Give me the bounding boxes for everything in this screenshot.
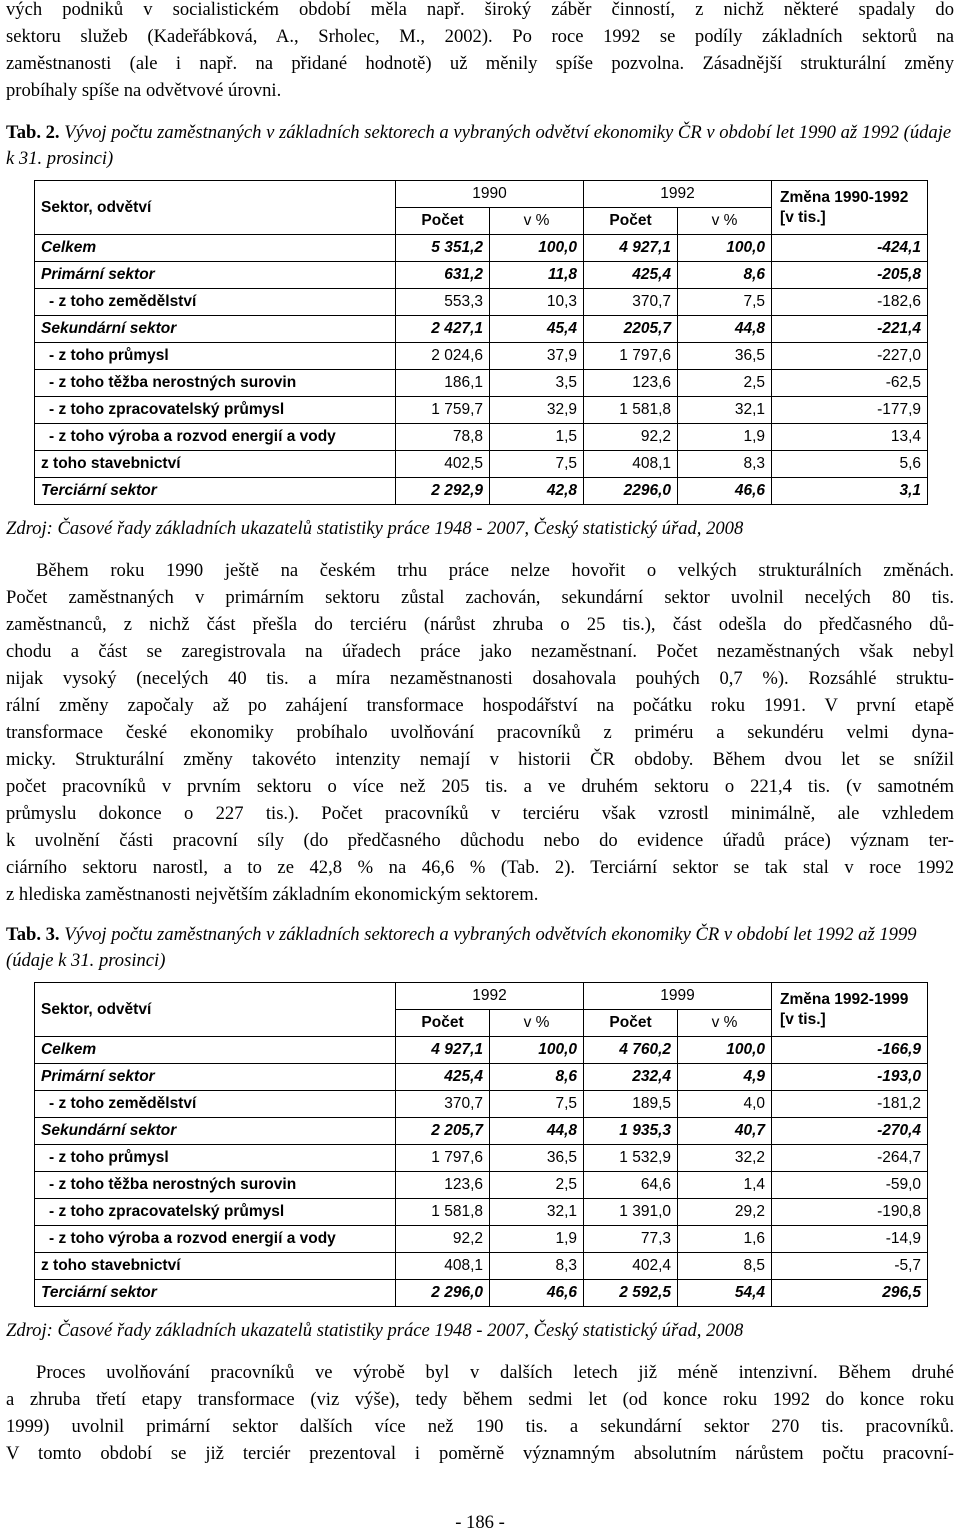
intro-line: zaměstnanosti (ale i např. na přidané hodnotě) už měnily spíše pozvolna. Zásadnější strukturální změny — [6, 53, 954, 74]
row-label: Terciární sektor — [35, 1280, 396, 1307]
row-value: 1,5 — [490, 424, 584, 451]
table2-header-count: Počet — [584, 208, 678, 235]
paragraph-line: nijak vysoký (necelých 40 tis. a míra nezaměstnanosti dosahovala pouhých 0,7 %). Rozsáhlé struktu- — [6, 668, 954, 689]
row-label: - z toho průmysl — [35, 343, 396, 370]
table-row — [35, 397, 928, 424]
row-value: -264,7 — [772, 1145, 928, 1172]
row-value: 1,9 — [678, 424, 772, 451]
row-value: 2,5 — [678, 370, 772, 397]
row-value: 44,8 — [678, 316, 772, 343]
table2-header-change: Změna 1990-1992 [v tis.] — [772, 181, 928, 235]
row-value: 186,1 — [396, 370, 490, 397]
row-value: 1 391,0 — [584, 1199, 678, 1226]
row-label: Primární sektor — [35, 1064, 396, 1091]
row-value: 3,5 — [490, 370, 584, 397]
table-row — [35, 424, 928, 451]
row-label: z toho stavebnictví — [35, 1253, 396, 1280]
paragraph-line: 1999) uvolnil primární sektor dalších více než 190 tis. a sekundární sektor 270 tis. pracovníků. — [6, 1416, 954, 1437]
row-value: 123,6 — [584, 370, 678, 397]
row-label: - z toho těžba nerostných surovin — [35, 370, 396, 397]
row-value: -177,9 — [772, 397, 928, 424]
table-row — [35, 1226, 928, 1253]
row-value: 631,2 — [396, 262, 490, 289]
paragraph-line: micky. Strukturální změny takovéto intenzity nemají v historii ČR obdoby. Během dvou let se snížil — [6, 749, 954, 770]
row-value: 1 581,8 — [584, 397, 678, 424]
table3-header-count: Počet — [584, 1010, 678, 1037]
row-label: z toho stavebnictví — [35, 451, 396, 478]
row-value: 402,4 — [584, 1253, 678, 1280]
table-row — [35, 1199, 928, 1226]
row-label: Celkem — [35, 235, 396, 262]
row-value: 1,6 — [678, 1226, 772, 1253]
row-value: 408,1 — [584, 451, 678, 478]
table2-header-sector: Sektor, odvětví — [35, 181, 396, 235]
row-value: 2205,7 — [584, 316, 678, 343]
row-value: 13,4 — [772, 424, 928, 451]
row-value: -270,4 — [772, 1118, 928, 1145]
row-value: 92,2 — [396, 1226, 490, 1253]
row-value: 2 292,9 — [396, 478, 490, 505]
intro-line: vých podniků v socialistickém období měla např. široký záběr činností, z nichž některé spadaly do — [6, 0, 954, 20]
row-value: 425,4 — [396, 1064, 490, 1091]
paragraph-line: Počet zaměstnaných v primárním sektoru zůstal zachován, sekundární sektor uvolnil necelých 80 tis. — [6, 587, 954, 608]
row-value: 11,8 — [490, 262, 584, 289]
table3-header-change: Změna 1992-1999 [v tis.] — [772, 983, 928, 1037]
row-value: 8,6 — [490, 1064, 584, 1091]
row-value: 8,3 — [678, 451, 772, 478]
paragraph-line: počet pracovníků v prvním sektoru o více než 205 tis. a ve druhém sektoru o 221,4 tis. (v samotném — [6, 776, 954, 797]
paragraph-line: rální změny započaly až po zahájení transformace hospodářství na počátku roku 1991. V první etapě — [6, 695, 954, 716]
row-label: - z toho těžba nerostných surovin — [35, 1172, 396, 1199]
table-row — [35, 343, 928, 370]
table3-header-count: Počet — [396, 1010, 490, 1037]
row-value: 46,6 — [678, 478, 772, 505]
row-value: 44,8 — [490, 1118, 584, 1145]
row-value: 37,9 — [490, 343, 584, 370]
row-value: -166,9 — [772, 1037, 928, 1064]
row-value: 8,6 — [678, 262, 772, 289]
row-value: 42,8 — [490, 478, 584, 505]
row-value: 296,5 — [772, 1280, 928, 1307]
row-value: 4 927,1 — [584, 235, 678, 262]
row-value: 36,5 — [490, 1145, 584, 1172]
row-value: 1 797,6 — [584, 343, 678, 370]
row-value: 32,1 — [678, 397, 772, 424]
row-value: 7,5 — [490, 451, 584, 478]
table2-header-pct: v % — [490, 208, 584, 235]
row-value: 100,0 — [490, 235, 584, 262]
row-value: 32,2 — [678, 1145, 772, 1172]
table-row — [35, 478, 928, 505]
row-value: -14,9 — [772, 1226, 928, 1253]
table2-header-year2: 1992 — [584, 181, 772, 208]
table-row — [35, 289, 928, 316]
table-row — [35, 1064, 928, 1091]
row-value: -193,0 — [772, 1064, 928, 1091]
row-value: 3,1 — [772, 478, 928, 505]
row-value: 1 797,6 — [396, 1145, 490, 1172]
paragraph-line: ciárního sektoru narostl, a to ze 42,8 % na 46,6 % (Tab. 2). Terciární sektor se tak stal v roce 1992 — [6, 857, 954, 878]
row-value: 54,4 — [678, 1280, 772, 1307]
row-label: Sekundární sektor — [35, 1118, 396, 1145]
intro-line: probíhaly spíše na odvětvové úrovni. — [6, 80, 282, 101]
row-value: 8,3 — [490, 1253, 584, 1280]
row-value: 553,3 — [396, 289, 490, 316]
row-value: 189,5 — [584, 1091, 678, 1118]
row-value: 46,6 — [490, 1280, 584, 1307]
table3-caption — [6, 922, 954, 974]
table2-caption — [6, 120, 954, 172]
row-label: - z toho zemědělství — [35, 289, 396, 316]
table-row — [35, 235, 928, 262]
row-value: 2 427,1 — [396, 316, 490, 343]
row-value: 4,9 — [678, 1064, 772, 1091]
table3-header-year1: 1992 — [396, 983, 584, 1010]
row-value: 8,5 — [678, 1253, 772, 1280]
row-label: - z toho zpracovatelský průmysl — [35, 1199, 396, 1226]
table2 — [34, 180, 928, 505]
table-row — [35, 262, 928, 289]
row-value: 370,7 — [584, 289, 678, 316]
paragraph-line: zaměstnanců, z nichž část přešla do terciéru (nárůst zhruba o 25 tis.), část odešla do předčasného dů- — [6, 614, 954, 635]
row-value: 232,4 — [584, 1064, 678, 1091]
table2-header-year1: 1990 — [396, 181, 584, 208]
row-value: 5 351,2 — [396, 235, 490, 262]
row-value: 10,3 — [490, 289, 584, 316]
row-value: 77,3 — [584, 1226, 678, 1253]
table3-source: Zdroj: Časové řady základních ukazatelů statistiky práce 1948 - 2007, Český statistický úřad, 2008 — [6, 1320, 744, 1341]
row-value: 100,0 — [678, 235, 772, 262]
row-value: 45,4 — [490, 316, 584, 343]
row-value: -181,2 — [772, 1091, 928, 1118]
paragraph-line: k uvolnění části pracovní síly (do předčasného důchodu nebo do evidence úřadů práce) význam ter- — [6, 830, 954, 851]
table3-header-pct: v % — [678, 1010, 772, 1037]
row-value: 7,5 — [678, 289, 772, 316]
row-value: 4,0 — [678, 1091, 772, 1118]
table2-source: Zdroj: Časové řady základních ukazatelů statistiky práce 1948 - 2007, Český statistický úřad, 2008 — [6, 518, 744, 539]
row-value: 4 760,2 — [584, 1037, 678, 1064]
row-value: -227,0 — [772, 343, 928, 370]
table-row — [35, 451, 928, 478]
row-value: 2 296,0 — [396, 1280, 490, 1307]
paragraph-line: Během roku 1990 ještě na českém trhu práce nelze hovořit o velkých strukturálních změnách. — [36, 560, 954, 581]
table-row — [35, 316, 928, 343]
row-value: -5,7 — [772, 1253, 928, 1280]
row-label: Terciární sektor — [35, 478, 396, 505]
table3-label: Tab. 3. — [6, 924, 60, 945]
table3 — [34, 982, 928, 1307]
row-value: 2,5 — [490, 1172, 584, 1199]
paragraph-line: transformace české ekonomiky probíhalo uvolňování pracovníků z priméru a sekundéru velmi dyna- — [6, 722, 954, 743]
table2-header-count: Počet — [396, 208, 490, 235]
row-value: 64,6 — [584, 1172, 678, 1199]
row-value: -205,8 — [772, 262, 928, 289]
row-value: -424,1 — [772, 235, 928, 262]
row-label: Celkem — [35, 1037, 396, 1064]
row-value: 78,8 — [396, 424, 490, 451]
row-value: 123,6 — [396, 1172, 490, 1199]
row-value: 1 532,9 — [584, 1145, 678, 1172]
row-value: 2 592,5 — [584, 1280, 678, 1307]
row-label: - z toho zpracovatelský průmysl — [35, 397, 396, 424]
paragraph-line: průmyslu dokonce o 227 tis.). Počet pracovníků v terciéru však vzrostl minimálně, ale vzhledem — [6, 803, 954, 824]
row-value: 1 759,7 — [396, 397, 490, 424]
table3-header-sector: Sektor, odvětví — [35, 983, 396, 1037]
row-label: - z toho průmysl — [35, 1145, 396, 1172]
row-value: 7,5 — [490, 1091, 584, 1118]
row-value: 36,5 — [678, 343, 772, 370]
paragraph-line: Proces uvolňování pracovníků ve výrobě byl v dalších letech již méně intenzivní. Během druhé — [36, 1362, 954, 1383]
table2-caption-text: Vývoj počtu zaměstnaných v základních sektorech a vybraných odvětví ekonomiky ČR v období let 1990 až 1992 (údaje k 31. prosinci) — [6, 122, 952, 169]
row-label: Primární sektor — [35, 262, 396, 289]
row-value: -59,0 — [772, 1172, 928, 1199]
row-value: 1,9 — [490, 1226, 584, 1253]
row-value: 408,1 — [396, 1253, 490, 1280]
row-value: 32,9 — [490, 397, 584, 424]
row-value: 92,2 — [584, 424, 678, 451]
table2-header-pct: v % — [678, 208, 772, 235]
row-value: 1 581,8 — [396, 1199, 490, 1226]
row-value: 4 927,1 — [396, 1037, 490, 1064]
row-value: 402,5 — [396, 451, 490, 478]
paragraph-line: V tomto období se již terciér prezentoval i poměrně významným absolutním nárůstem počtu pracovní- — [6, 1443, 954, 1464]
table-row — [35, 1172, 928, 1199]
row-value: -62,5 — [772, 370, 928, 397]
row-value: 40,7 — [678, 1118, 772, 1145]
row-label: - z toho výroba a rozvod energií a vody — [35, 1226, 396, 1253]
row-value: 2 205,7 — [396, 1118, 490, 1145]
page-number: - 186 - — [455, 1512, 505, 1533]
row-value: 370,7 — [396, 1091, 490, 1118]
table3-header-year2: 1999 — [584, 983, 772, 1010]
row-value: -190,8 — [772, 1199, 928, 1226]
row-value: 100,0 — [678, 1037, 772, 1064]
row-value: 2296,0 — [584, 478, 678, 505]
table-row — [35, 370, 928, 397]
table3-header-pct: v % — [490, 1010, 584, 1037]
row-value: -182,6 — [772, 289, 928, 316]
paragraph-line: chodu a část se zaregistrovala na úřadech práce jako nezaměstnaní. Počet nezaměstnaných však nebyl — [6, 641, 954, 662]
row-value: 1,4 — [678, 1172, 772, 1199]
paragraph-line: z hlediska zaměstnanosti největším základním ekonomickým sektorem. — [6, 884, 539, 905]
row-value: 2 024,6 — [396, 343, 490, 370]
table-row — [35, 1091, 928, 1118]
row-label: - z toho výroba a rozvod energií a vody — [35, 424, 396, 451]
table-row — [35, 1280, 928, 1307]
table2-label: Tab. 2. — [6, 122, 60, 143]
intro-line: sektoru služeb (Kadeřábková, A., Srholec, M., 2002). Po roce 1992 se podíly základních sektorů na — [6, 26, 954, 47]
row-label: - z toho zemědělství — [35, 1091, 396, 1118]
table3-caption-text: Vývoj počtu zaměstnaných v základních sektorech a vybraných odvětvích ekonomiky ČR v období let 1992 až 1999 (údaje k 31. prosinci) — [6, 924, 917, 971]
table-row — [35, 1253, 928, 1280]
row-value: 100,0 — [490, 1037, 584, 1064]
row-value: 32,1 — [490, 1199, 584, 1226]
row-value: 29,2 — [678, 1199, 772, 1226]
table-row — [35, 1037, 928, 1064]
table-row — [35, 1118, 928, 1145]
row-value: 1 935,3 — [584, 1118, 678, 1145]
paragraph-line: a zhruba třetí etapy transformace (viz výše), tedy během sedmi let (od konce roku 1992 do konce roku — [6, 1389, 954, 1410]
row-value: 5,6 — [772, 451, 928, 478]
row-value: -221,4 — [772, 316, 928, 343]
row-value: 425,4 — [584, 262, 678, 289]
row-label: Sekundární sektor — [35, 316, 396, 343]
table-row — [35, 1145, 928, 1172]
